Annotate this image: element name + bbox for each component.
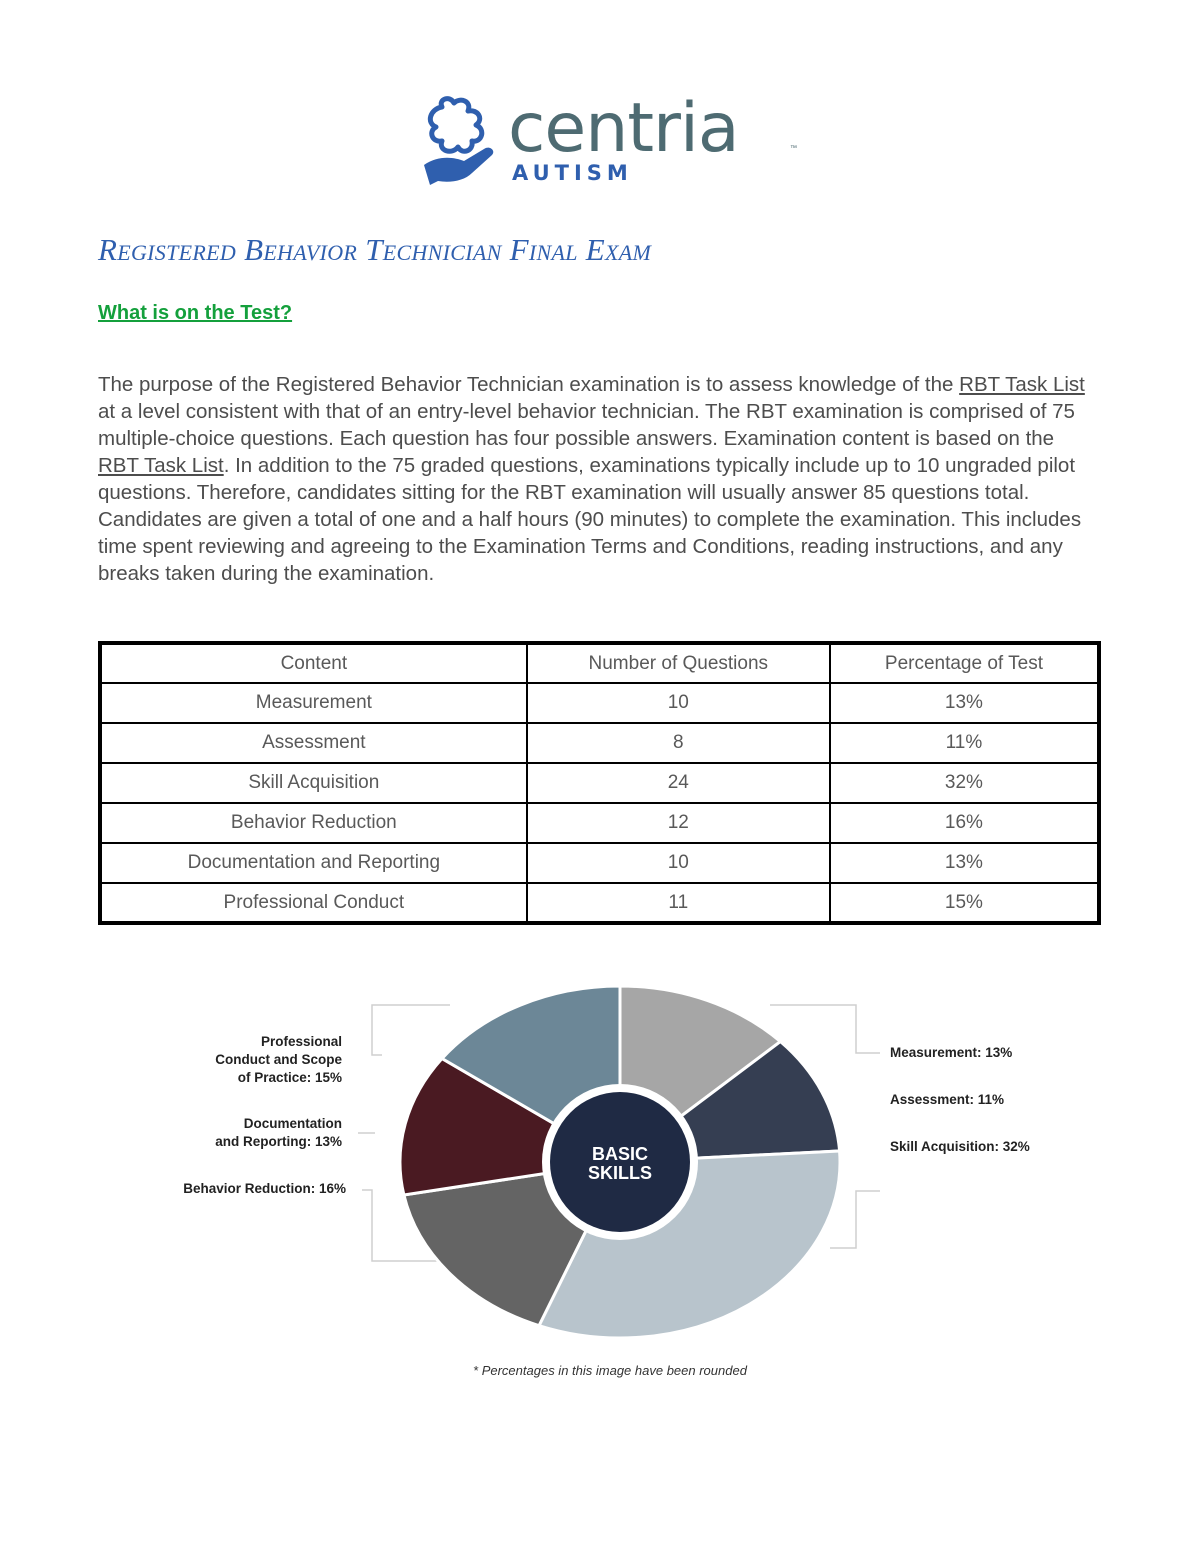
section-heading: What is on the Test? [98,302,293,324]
center-label [570,1145,670,1183]
table-cell: 13% [830,843,1099,883]
table-row [100,723,1099,763]
logo-subtitle: AUTISM [512,161,633,185]
label-line: and Reporting: 13% [215,1134,342,1149]
table-row [100,803,1099,843]
header-content: Content [100,643,527,683]
table-cell: Professional Conduct [100,883,527,923]
label-measurement: Measurement: 13% [890,1045,1013,1060]
table-cell: 8 [527,723,830,763]
document-title: Registered Behavior Technician Final Exam [98,232,652,267]
leader-line-skill [830,1191,880,1248]
label-skill-acquisition: Skill Acquisition: 32% [890,1139,1030,1154]
intro-paragraph [98,371,1098,587]
table-cell: Assessment [100,723,527,763]
header-number-of-questions: Number of Questions [527,643,830,683]
label-line: Documentation [243,1116,342,1131]
leader-line-professional [372,1005,450,1055]
label-line: Professional [260,1034,342,1049]
label-assessment: Assessment: 11% [890,1092,1005,1107]
table-cell: 32% [830,763,1099,803]
intro-text-1: The purpose of the Registered Behavior Technician examination is to assess knowledge of the [98,373,960,396]
table-row [100,683,1099,723]
table-cell: 10 [527,683,830,723]
label-line: Conduct and Scope [215,1052,342,1067]
table-row [100,763,1099,803]
table-row [100,843,1099,883]
table-cell: Skill Acquisition [100,763,527,803]
table-cell: 15% [830,883,1099,923]
table-cell: 11 [527,883,830,923]
logo-wordmark: centria [508,89,739,168]
table-cell: 12 [527,803,830,843]
table-cell: 13% [830,683,1099,723]
table-cell: Documentation and Reporting [100,843,527,883]
center-label-line1: BASIC [591,1144,648,1164]
table-cell: 10 [527,843,830,883]
table-row [100,883,1099,923]
label-documentation [170,1115,342,1151]
table-cell: Measurement [100,683,527,723]
table-cell: 16% [830,803,1099,843]
label-professional-conduct [170,1033,342,1087]
logo-trademark: ™ [790,145,797,152]
centria-autism-logo [420,89,800,195]
intro-text-3: . In addition to the 75 graded questions, examinations typically include up to 10 ungraded pilot questions. Therefore, candidates sitting for the RBT examination will usually answer 85 questions total. Candidates are given a total of one and a half hours (90 minutes) to complete the examination. This includes time spent reviewing and agreeing to the Examination Terms and Conditions, reading instructions, and any breaks taken during the examination. [98,454,1082,585]
intro-text-2: at a level consistent with that of an entry-level behavior technician. The RBT examination is comprised of 75 multiple-choice questions. Each question has four possible answers. Examination content is based on the [98,400,1075,450]
center-label-line2: SKILLS [587,1163,652,1183]
label-line: of Practice: 15% [237,1070,342,1085]
content-pie-chart [150,975,1070,1385]
table-header-row [100,643,1099,683]
rbt-task-list-link[interactable]: RBT Task List [959,373,1085,396]
puzzle-hand-icon [420,95,500,190]
header-percentage: Percentage of Test [830,643,1099,683]
chart-footnote: * Percentages in this image have been rounded [473,1363,747,1378]
table-cell: 24 [527,763,830,803]
rbt-task-list-link-2[interactable]: RBT Task List [98,454,224,477]
table-cell: 11% [830,723,1099,763]
table-cell: Behavior Reduction [100,803,527,843]
label-behavior-reduction: Behavior Reduction: 16% [183,1181,346,1196]
content-table [98,641,1101,925]
